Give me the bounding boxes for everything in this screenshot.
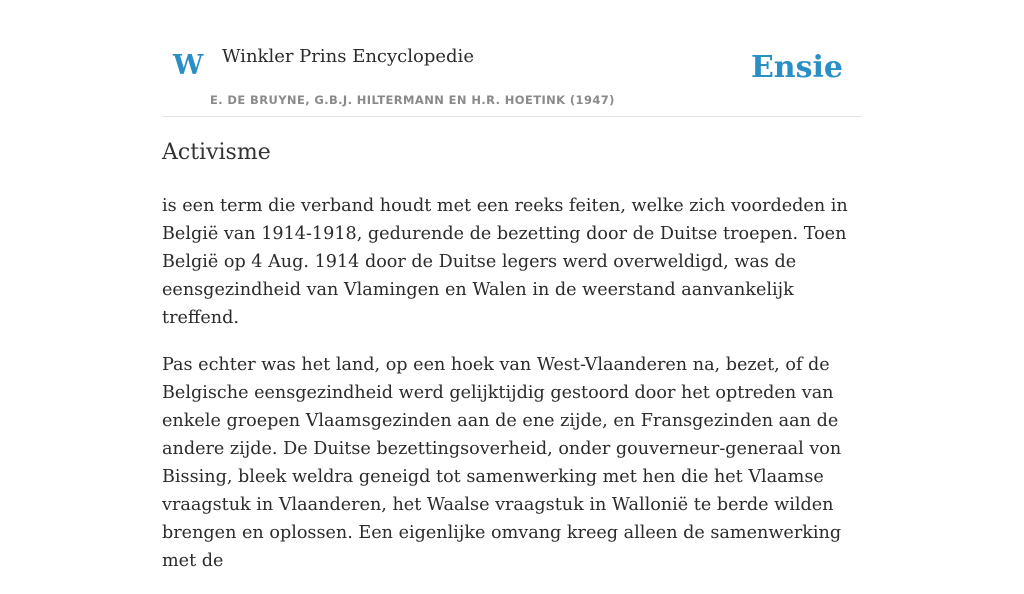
article-paragraph: Pas echter was het land, op een hoek van West-Vlaanderen na, bezet, of de Belgische eensgezindheid werd gelijktijdig gestoord door het optreden van enkele groepen Vlaamsgezinden aan de ene zijde, en Fransgezinden aan de andere zijde. De Duitse bezettingsoverheid, onder gouverneur-generaal von Bissing, bleek weldra geneigd tot samenwerking met hen die het Vlaamse vraagstuk in Vlaanderen, het Waalse vraagstuk in Wallonië te berde wilden brengen en oplossen. Een eigenlijke omvang kreeg alleen de samenwerking met de	[162, 355, 842, 571]
source-header	[162, 40, 862, 117]
winkler-prins-logo[interactable]: W	[173, 50, 204, 81]
article-title: Activisme	[162, 140, 271, 165]
ensie-logo-link[interactable]: Ensie	[750, 50, 843, 85]
article-body	[162, 192, 874, 594]
book-title[interactable]: Winkler Prins Encyclopedie	[222, 46, 474, 67]
book-authors: E. DE BRUYNE, G.B.J. HILTERMANN EN H.R. HOETINK (1947)	[210, 93, 615, 107]
article-paragraph: is een term die verband houdt met een reeks feiten, welke zich voordeden in België van 1914-1918, gedurende de bezetting door de Duitse troepen. Toen België op 4 Aug. 1914 door de Duitse legers werd overweldigd, was de eensgezindheid van Vlamingen en Walen in de weerstand aanvankelijk treffend.	[162, 196, 848, 328]
